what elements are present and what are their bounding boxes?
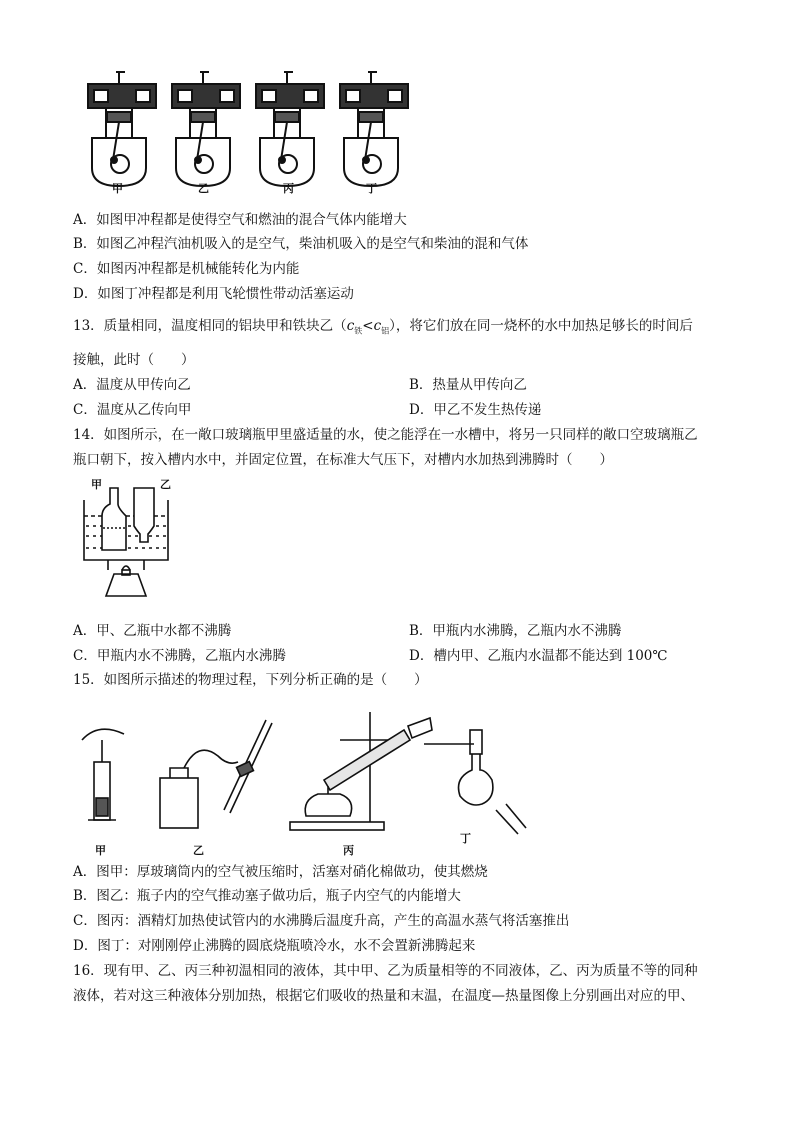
q12-option-d: D．如图丁冲程都是利用飞轮惯性带动活塞运动 [73, 286, 354, 302]
q12-option-a: A．如图甲冲程都是使得空气和燃油的混合气体内能增大 [73, 212, 407, 228]
q12-option-b: B．如图乙冲程汽油机吸入的是空气，柴油机吸入的是空气和柴油的混和气体 [73, 236, 529, 252]
q13-option-c: C．温度从乙传向甲 [73, 402, 192, 418]
q14-stem-line1: 14．如图所示，在一敞口玻璃瓶甲里盛适量的水，使之能浮在一水槽中，将另一只同样的敞口空玻璃瓶乙 [73, 427, 698, 443]
physics-processes-figure [78, 700, 538, 845]
q15-option-d: D．图丁：对刚刚停止沸腾的圆底烧瓶喷冷水，水不会置新沸腾起来 [73, 938, 476, 954]
q13-sub1: 铁 [354, 326, 363, 336]
q16-stem-line2: 液体，若对这三种液体分别加热，根据它们吸收的热量和末温，在温度—热量图像上分别画出对应的甲、 [73, 988, 694, 1004]
water-tank-drawing [78, 476, 178, 611]
engine-strokes-drawing [80, 68, 420, 198]
water-tank-figure [78, 476, 178, 611]
q13-option-b: B．热量从甲传向乙 [409, 377, 527, 393]
q12-option-c: C．如图丙冲程都是机械能转化为内能 [73, 261, 300, 277]
q16-stem-line1: 16．现有甲、乙、丙三种初温相同的液体，其中甲、乙为质量相等的不同液体，乙、丙为质量不等的同种 [73, 963, 698, 979]
q13-option-a: A．温度从甲传向乙 [73, 377, 191, 393]
q13-stem-part2: ），将它们放在同一烧杯的水中加热足够长的时间后 [389, 318, 693, 334]
q13-lt: < [362, 318, 374, 334]
q13-stem-line1 [73, 317, 693, 341]
q13-stem-line2: 接触，此时（ ） [73, 352, 195, 368]
q13-stem-part1: 13．质量相同，温度相同的铝块甲和铁块乙（ [73, 318, 347, 334]
q15-label-bing: 丙 [343, 844, 354, 857]
q14-option-d: D．槽内甲、乙瓶内水温都不能达到 100℃ [409, 648, 668, 664]
q12-label-jia: 甲 [112, 182, 123, 195]
q15-label-yi: 乙 [193, 844, 204, 857]
q15-option-b: B．图乙：瓶子内的空气推动塞子做功后，瓶子内空气的内能增大 [73, 888, 461, 904]
q15-label-ding: 丁 [460, 832, 471, 845]
q14-stem-line2: 瓶口朝下，按入槽内水中，并固定位置，在标准大气压下，对槽内水加热到沸腾时（ ） [73, 452, 613, 468]
q13-option-d: D．甲乙不发生热传递 [409, 402, 542, 418]
q13-c1: c [346, 318, 355, 334]
q14-label-yi: 乙 [160, 478, 171, 491]
engine-strokes-figure [80, 68, 420, 198]
q15-label-jia: 甲 [95, 844, 106, 857]
q14-option-b: B．甲瓶内水沸腾，乙瓶内水不沸腾 [409, 623, 622, 639]
q13-c2: c [373, 318, 382, 334]
q13-sub2: 铝 [381, 326, 390, 336]
q12-label-yi: 乙 [198, 182, 209, 195]
q14-option-a: A．甲、乙瓶中水都不沸腾 [73, 623, 232, 639]
physics-processes-drawing [78, 700, 538, 845]
q14-label-jia: 甲 [91, 478, 102, 491]
q12-label-bing: 丙 [283, 182, 294, 195]
q15-option-c: C．图丙：酒精灯加热使试管内的水沸腾后温度升高，产生的高温水蒸气将活塞推出 [73, 913, 570, 929]
q15-option-a: A．图甲：厚玻璃筒内的空气被压缩时，活塞对硝化棉做功，使其燃烧 [73, 864, 488, 880]
q15-stem: 15．如图所示描述的物理过程，下列分析正确的是（ ） [73, 672, 428, 688]
q12-label-ding: 丁 [366, 182, 377, 195]
q14-option-c: C．甲瓶内水不沸腾，乙瓶内水沸腾 [73, 648, 286, 664]
